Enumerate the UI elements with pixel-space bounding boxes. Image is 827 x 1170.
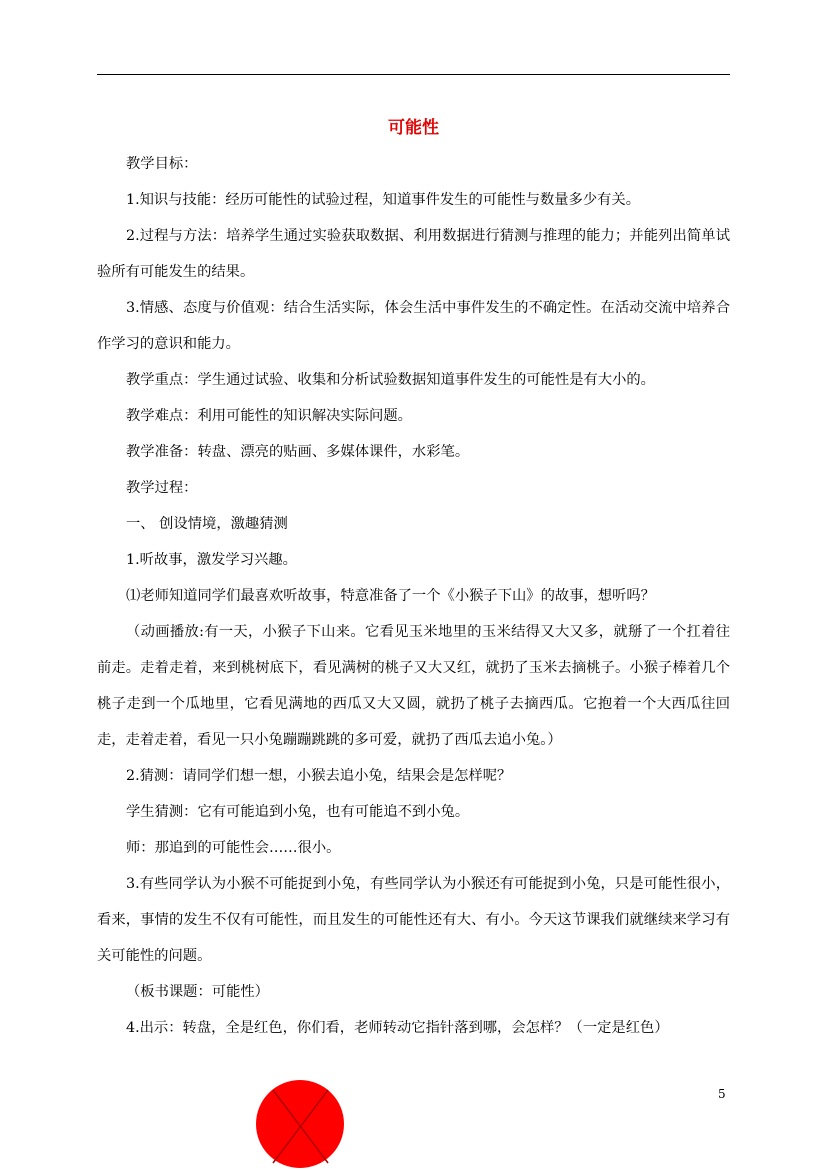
paragraph: 教学过程： xyxy=(126,480,198,496)
paragraph: 3.有些同学认为小猴不可能捉到小兔，有些同学认为小猴还有可能捉到小兔，只是可能性很小，看来，事情的发生不仅有可能性，而且发生的可能性还有大、有小。今天这节课我们就继续来学习有关可能性的问题。 xyxy=(97,876,730,964)
paragraph: 3.情感、态度与价值观：结合生活实际，体会生活中事件发生的不确定性。在活动交流中培养合作学习的意识和能力。 xyxy=(97,300,730,352)
page-number: 5 xyxy=(718,1087,726,1101)
paragraph: 教学难点：利用可能性的知识解决实际问题。 xyxy=(126,408,412,424)
paragraph: 4.出示：转盘，全是红色，你们看，老师转动它指针落到哪，会怎样？（一定是红色） xyxy=(126,1020,669,1036)
paragraph: 教学重点：学生通过试验、收集和分析试验数据知道事件发生的可能性是有大小的。 xyxy=(126,372,655,388)
paragraph: 学生猜测：它有可能追到小兔，也有可能追不到小兔。 xyxy=(126,804,470,820)
paragraph: （板书课题：可能性） xyxy=(126,984,269,1000)
paragraph: 1.听故事，激发学习兴趣。 xyxy=(126,552,297,568)
paragraph: 1.知识与技能：经历可能性的试验过程，知道事件发生的可能性与数量多少有关。 xyxy=(126,192,641,208)
spinner-figure xyxy=(255,1079,345,1170)
document-body xyxy=(97,146,730,1046)
paragraph: 教学准备：转盘、漂亮的贴画、多媒体课件，水彩笔。 xyxy=(126,444,470,460)
spinner-disc xyxy=(256,1080,344,1168)
paragraph: 一、 创设情境，激趣猜测 xyxy=(126,516,288,532)
paragraph: 2.过程与方法：培养学生通过实验获取数据、利用数据进行猜测与推理的能力；并能列出简单试验所有可能发生的结果。 xyxy=(97,228,730,280)
document-title: 可能性 xyxy=(388,118,439,138)
paragraph: 师：那追到的可能性会……很小。 xyxy=(126,840,341,856)
paragraph: 教学目标： xyxy=(126,156,198,172)
paragraph: 2.猜测：请同学们想一想，小猴去追小兔，结果会是怎样呢？ xyxy=(126,768,512,784)
paragraph: ⑴老师知道同学们最喜欢听故事，特意准备了一个《小猴子下山》的故事，想听吗？ xyxy=(126,588,655,604)
header-rule xyxy=(97,74,730,75)
paragraph: （动画播放:有一天，小猴子下山来。它看见玉米地里的玉米结得又大又多，就掰了一个扛着往前走。走着走着，来到桃树底下，看见满树的桃子又大又红，就扔了玉米去摘桃子。小猴子棒着几个桃子走到一个瓜地里，它看见满地的西瓜又大又圆，就扔了桃子去摘西瓜。它抱着一个大西瓜往回走，走着走着，看见一只小兔蹦蹦跳跳的多可爱，就扔了西瓜去追小兔。） xyxy=(97,624,730,748)
